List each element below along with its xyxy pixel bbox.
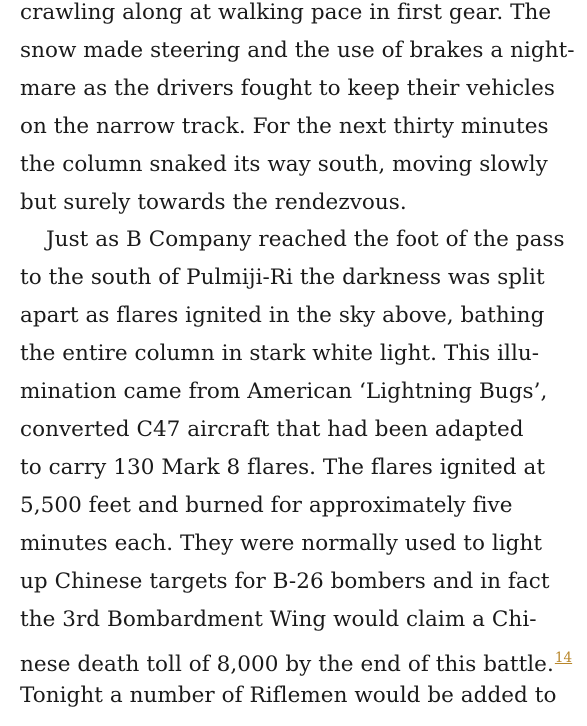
text-line: converted C47 aircraft that had been adapted	[20, 417, 524, 442]
text-line: minutes each. They were normally used to light	[20, 531, 543, 556]
paragraph-first-line: Just as B Company reached the foot of the pass	[46, 227, 565, 252]
text-line: the entire column in stark white light. This illu-	[20, 341, 540, 366]
text-line: Tonight a number of Riflemen would be added to	[20, 683, 557, 708]
text-line: crawling along at walking pace in first gear. The	[20, 0, 552, 25]
text-line: nese death toll of 8,000 by the end of this battle.	[20, 652, 554, 677]
text-line: mination came from American ‘Lightning Bugs’,	[20, 379, 548, 404]
footnote-link[interactable]: 14	[554, 650, 573, 666]
text-line: to carry 130 Mark 8 flares. The flares ignited at	[20, 455, 546, 480]
text-line: to the south of Pulmiji-Ri the darkness was split	[20, 265, 545, 290]
text-line: but surely towards the rendezvous.	[20, 190, 407, 215]
text-line: 5,500 feet and burned for approximately five	[20, 493, 513, 518]
text-line: on the narrow track. For the next thirty minutes	[20, 114, 549, 139]
text-line: snow made steering and the use of brakes a night-	[20, 38, 575, 63]
text-line: the 3rd Bombardment Wing would claim a Chi-	[20, 607, 537, 632]
text-line: mare as the drivers fought to keep their vehicles	[20, 76, 555, 101]
text-line: up Chinese targets for B-26 bombers and in fact	[20, 569, 550, 594]
text-line: apart as flares ignited in the sky above, bathing	[20, 303, 545, 328]
text-line: the column snaked its way south, moving slowly	[20, 152, 548, 177]
